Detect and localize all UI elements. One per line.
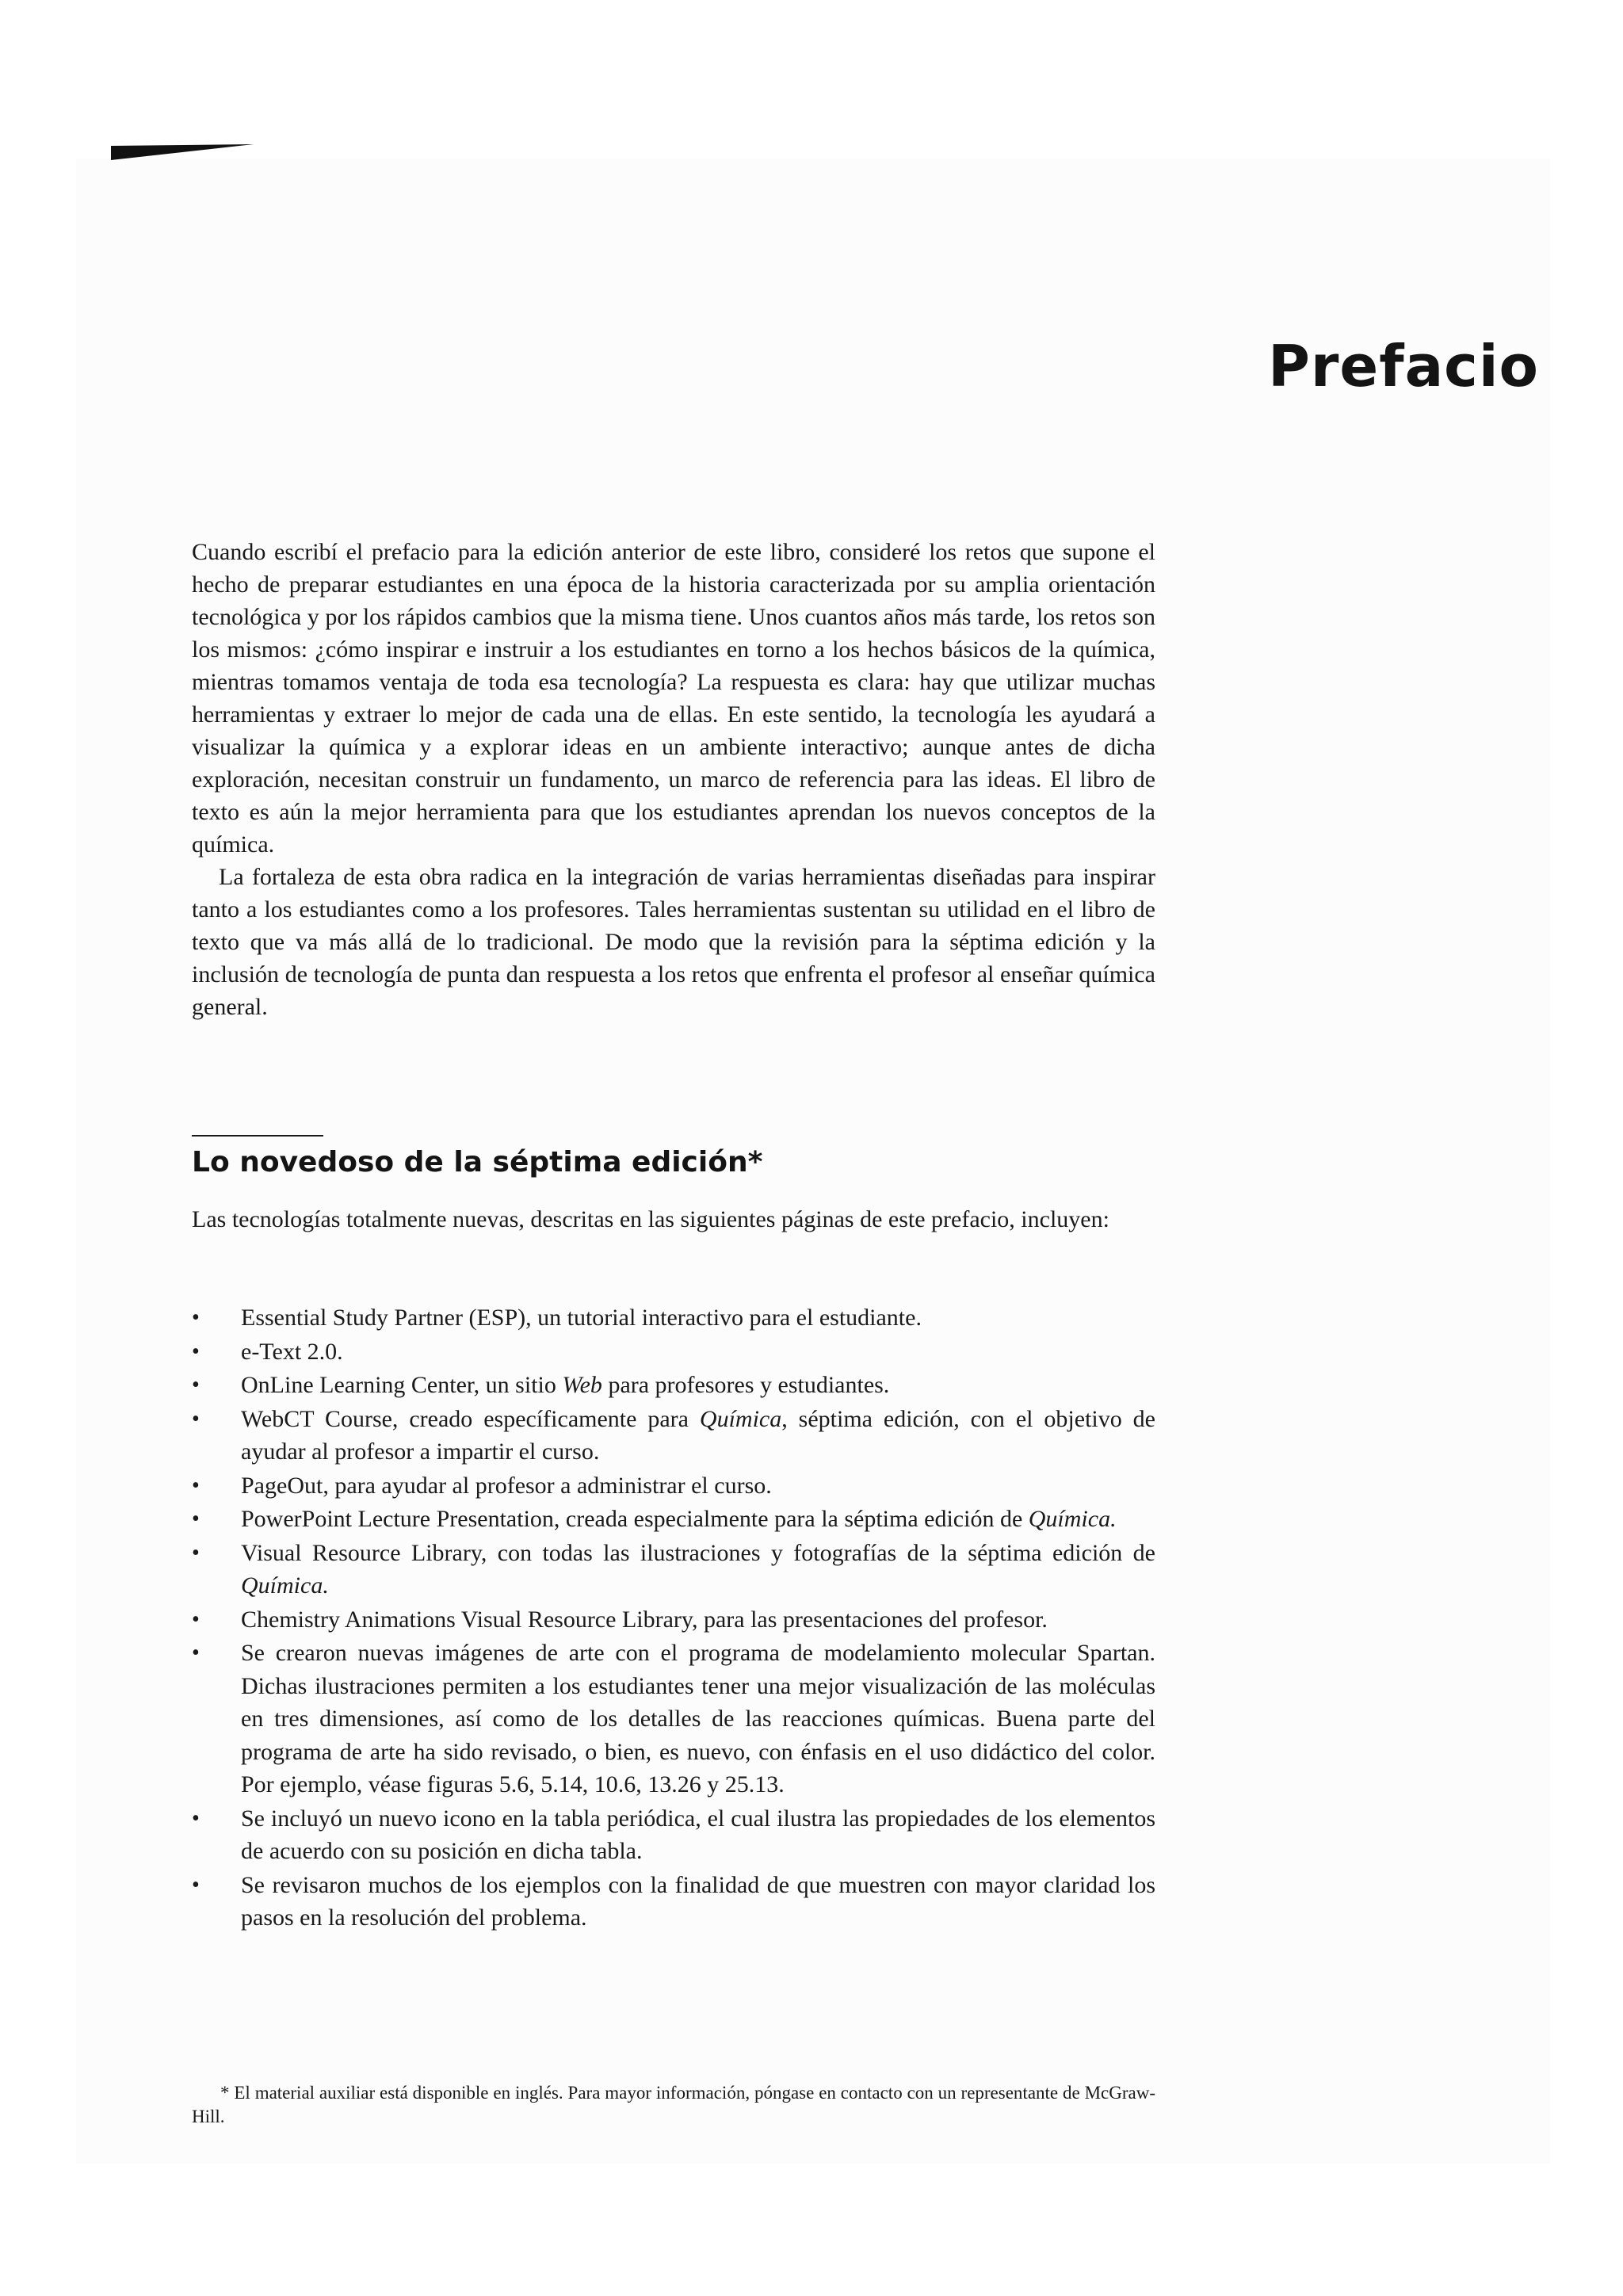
italic-text: Química	[699, 1405, 782, 1432]
list-item	[192, 1403, 1155, 1469]
list-item	[192, 1503, 1155, 1536]
list-item-text: e-Text 2.0.	[241, 1338, 343, 1365]
footnote: * El material auxiliar está disponible en inglés. Para mayor información, póngase en contacto con un representante de McGraw-Hill.	[192, 2083, 1155, 2126]
list-item-text: PageOut, para ayudar al profesor a administrar el curso.	[241, 1472, 772, 1499]
section-heading: Lo novedoso de la séptima edición*	[192, 1146, 763, 1179]
intro-paragraph-1: Cuando escribí el prefacio para la edición anterior de este libro, consideré los retos que supone el hecho de preparar estudiantes en una época de la historia caracterizada por su amplia orientación tecnológica y por los rápidos cambios que la misma tiene. Unos cuantos años más tarde, los retos son los mismos: ¿cómo inspirar e instruir a los estudiantes en torno a los hechos básicos de la química, mientras tomamos ventaja de toda esa tecnología? La respuesta es clara: hay que utilizar muchas herramientas y extraer lo mejor de cada una de ellas. En este sentido, la tecnología les ayudará a visualizar la química y a explorar ideas en un ambiente interactivo; aunque antes de dicha exploración, necesitan construir un fundamento, un marco de referencia para las ideas. El libro de texto es aún la mejor herramienta para que los estudiantes aprendan los nuevos conceptos de la química.	[192, 539, 1155, 858]
italic-text: Química.	[241, 1572, 329, 1599]
list-item-text: , séptima edición, con el objetivo de ayudar al profesor a impartir el curso.	[241, 1405, 1155, 1465]
bullet-icon: •	[192, 1339, 200, 1364]
bullet-icon: •	[192, 1641, 200, 1665]
bullet-icon: •	[192, 1507, 200, 1531]
list-item-text: Se incluyó un nuevo icono en la tabla periódica, el cual ilustra las propiedades de los elementos de acuerdo con su posición en dicha tabla.	[241, 1805, 1155, 1864]
bullet-icon: •	[192, 1872, 200, 1897]
list-item-text: PowerPoint Lecture Presentation, creada especialmente para la séptima edición de	[241, 1506, 1029, 1532]
list-item	[192, 1301, 1155, 1335]
list-item	[192, 1469, 1155, 1503]
list-item-text: Se crearon nuevas imágenes de arte con el programa de modelamiento molecular Spartan. Dichas ilustraciones permiten a los estudiantes tener una mejor visualización de las moléculas en tres dimensiones, así como de los detalles de las reacciones químicas. Buena parte del programa de arte ha sido revisado, o bien, es nuevo, con énfasis en el uso didáctico del color. Por ejemplo, véase figuras 5.6, 5.14, 10.6, 13.26 y 25.13.	[241, 1640, 1155, 1797]
page-title: Prefacio	[1268, 333, 1539, 399]
bullet-icon: •	[192, 1406, 200, 1431]
section-intro	[192, 1203, 1155, 1236]
list-item-text: Visual Resource Library, con todas las ilustraciones y fotografías de la séptima edición de	[241, 1539, 1155, 1566]
list-item	[192, 1537, 1155, 1603]
bullet-icon: •	[192, 1805, 200, 1831]
list-item	[192, 1802, 1155, 1868]
section-rule	[192, 1135, 323, 1137]
corner-wedge-mark	[111, 143, 254, 162]
bullet-icon: •	[192, 1540, 200, 1565]
list-item	[192, 1369, 1155, 1402]
intro-paragraph-2: La fortaleza de esta obra radica en la integración de varias herramientas diseñadas para inspirar tanto a los estudiantes como a los profesores. Tales herramientas sustentan su utilidad en el libro de texto que va más allá de lo tradicional. De modo que la revisión para la séptima edición y la inclusión de tecnología de punta dan respuesta a los retos que enfrenta el profesor al enseñar química general.	[192, 864, 1155, 1020]
section-intro-text: Las tecnologías totalmente nuevas, descritas en las siguientes páginas de este prefacio, incluyen:	[192, 1206, 1109, 1232]
intro-text	[192, 536, 1155, 1023]
bullet-icon: •	[192, 1305, 200, 1330]
list-item	[192, 1603, 1155, 1637]
italic-text: Química.	[1028, 1506, 1117, 1532]
list-item	[192, 1869, 1155, 1935]
bullet-icon: •	[192, 1473, 200, 1498]
list-item-text: OnLine Learning Center, un sitio	[241, 1372, 563, 1398]
list-item	[192, 1335, 1155, 1369]
list-item-text: Essential Study Partner (ESP), un tutorial interactivo para el estudiante.	[241, 1305, 922, 1331]
list-item-text: para profesores y estudiantes.	[601, 1372, 890, 1398]
list-item-text: WebCT Course, creado específicamente para	[241, 1405, 700, 1432]
italic-text: Web	[562, 1372, 602, 1398]
feature-list	[192, 1301, 1155, 1935]
list-item-text: Se revisaron muchos de los ejemplos con la finalidad de que muestren con mayor claridad los pasos en la resolución del problema.	[241, 1871, 1155, 1931]
list-item-text: Chemistry Animations Visual Resource Library, para las presentaciones del profesor.	[241, 1606, 1048, 1633]
bullet-icon: •	[192, 1373, 200, 1397]
bullet-icon: •	[192, 1606, 200, 1632]
list-item	[192, 1637, 1155, 1801]
